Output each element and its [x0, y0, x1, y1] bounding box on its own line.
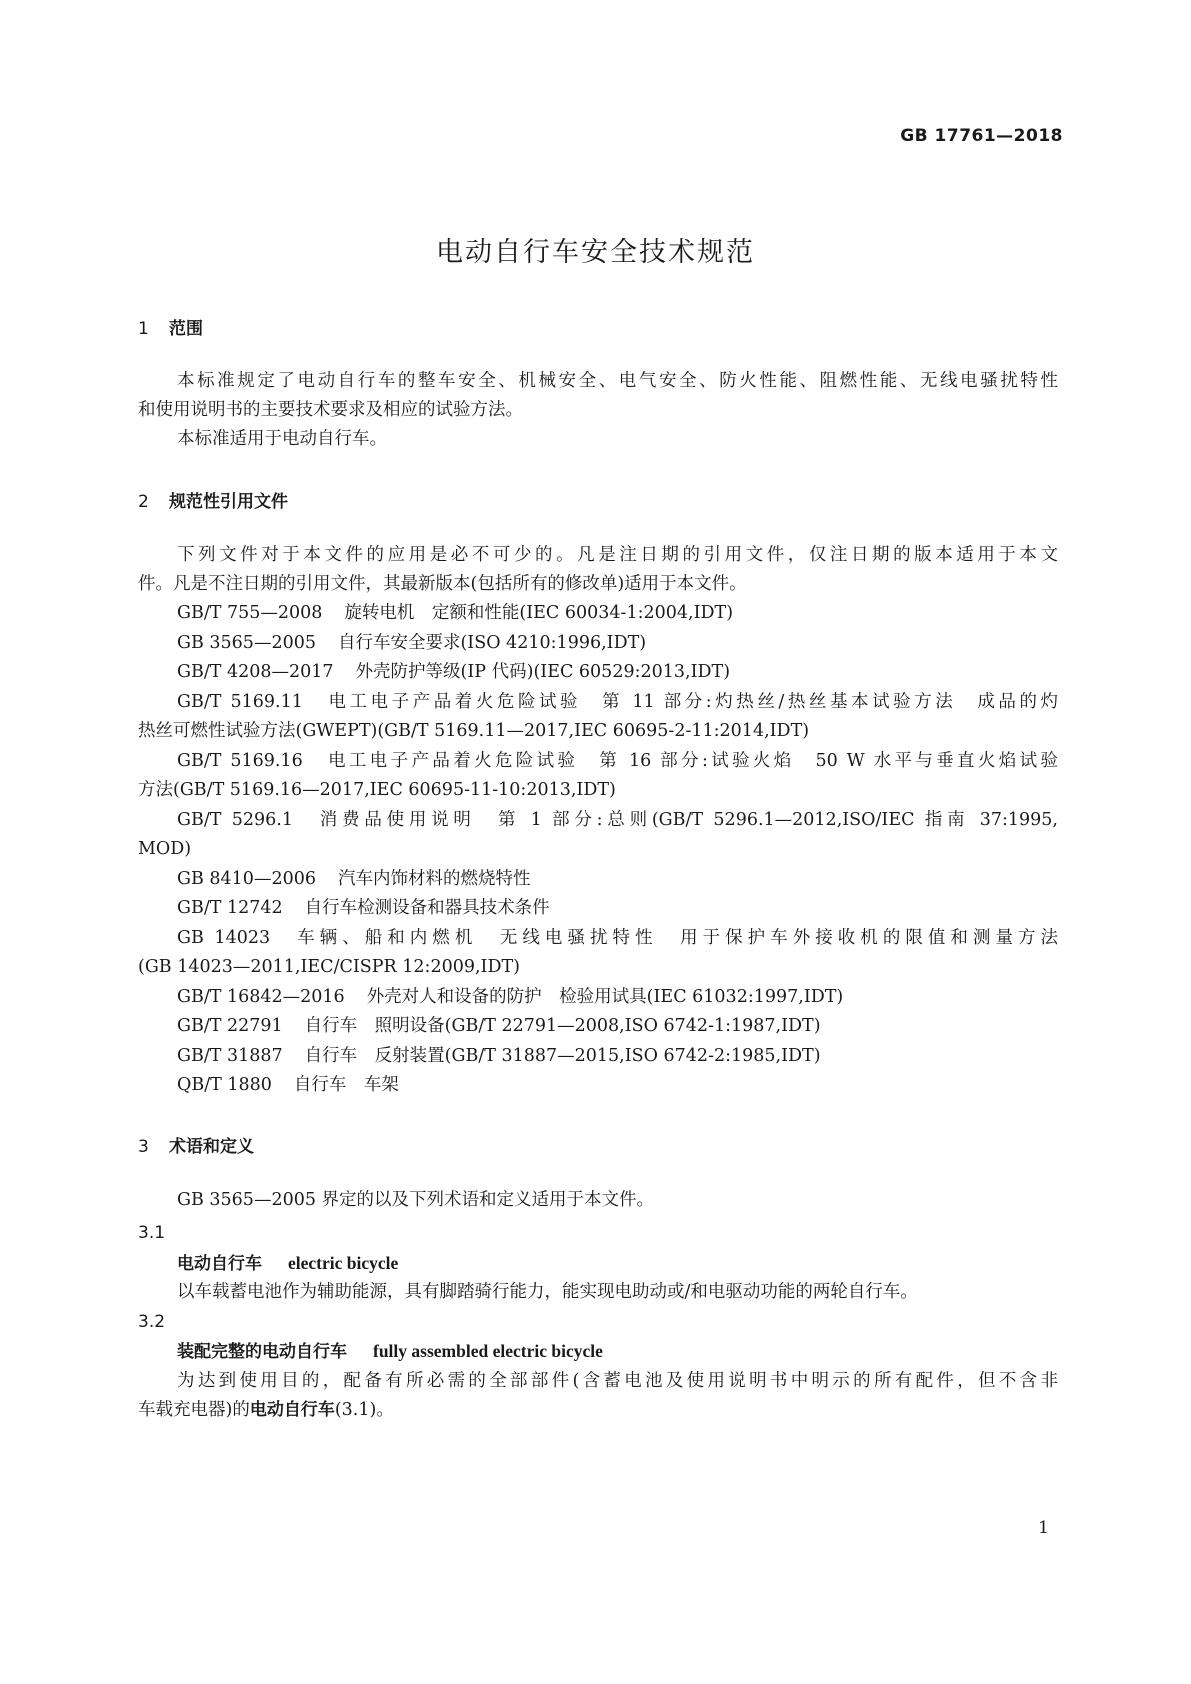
reference-title: 车辆、船和内燃机 无线电骚扰特性 用于保护车外接收机的限值和测量方法 — [292, 928, 1059, 948]
section-title: 术语和定义 — [169, 1137, 254, 1157]
terms-intro: GB 3565—2005 界定的以及下列术语和定义适用于本文件。 — [177, 1190, 655, 1210]
reference-code: GB/T 16842—2016 — [177, 987, 345, 1007]
reference-code: GB 3565—2005 — [177, 633, 316, 653]
term-chinese: 装配完整的电动自行车 — [177, 1342, 347, 1362]
reference-item — [177, 692, 1058, 713]
term-heading — [177, 1253, 1058, 1275]
reference-code: GB/T 12742 — [177, 898, 283, 918]
term-number: 3.1 — [138, 1223, 166, 1243]
reference-code: GB/T 4208—2017 — [177, 662, 334, 682]
reference-title: 汽车内饰材料的燃烧特性 — [337, 869, 531, 889]
section-number: 1 — [138, 319, 149, 339]
definition-text: 车载充电器)的 — [138, 1400, 250, 1420]
reference-item — [177, 810, 1058, 831]
reference-title: 电工电子产品着火危险试验 第 11 部分:灼热丝/热丝基本试验方法 成品的灼 — [324, 692, 1059, 712]
reference-title: 自行车 车架 — [293, 1075, 399, 1095]
section-heading-3 — [138, 1132, 254, 1157]
reference-code: GB/T 31887 — [177, 1046, 283, 1066]
reference-code: GB/T 5169.11 — [177, 692, 303, 712]
reference-item — [177, 898, 1058, 919]
section-heading-2 — [138, 487, 288, 512]
reference-item — [177, 662, 1058, 683]
reference-item — [177, 869, 1058, 890]
term-definition-line: 为达到使用目的，配备有所必需的全部部件(含蓄电池及使用说明书中明示的所有配件，但不含非 — [177, 1371, 1058, 1391]
reference-title: 自行车 反射装置(GB/T 31887—2015,ISO 6742-2:1985,IDT) — [304, 1046, 821, 1066]
term-reference: 电动自行车 — [249, 1400, 335, 1420]
section-number: 3 — [138, 1137, 149, 1157]
reference-item — [177, 928, 1058, 949]
standard-code: GB 17761—2018 — [900, 126, 1063, 146]
section-title: 规范性引用文件 — [169, 492, 288, 512]
term-english: electric bicycle — [288, 1253, 399, 1273]
reference-code: QB/T 1880 — [177, 1075, 272, 1095]
reference-item-continued: 热丝可燃性试验方法(GWEPT)(GB/T 5169.11—2017,IEC 60695-2-11:2014,IDT) — [138, 721, 810, 741]
reference-code: GB 8410—2006 — [177, 869, 316, 889]
scope-paragraph: 本标准适用于电动自行车。 — [177, 429, 387, 449]
reference-item-continued: MOD) — [138, 839, 192, 859]
document-title: 电动自行车安全技术规范 — [436, 237, 755, 268]
term-definition: 以车载蓄电池作为辅助能源，具有脚踏骑行能力，能实现电助动或/和电驱动功能的两轮自行车。 — [177, 1282, 918, 1302]
section-number: 2 — [138, 492, 149, 512]
reference-code: GB/T 5169.16 — [177, 751, 303, 771]
reference-code: GB/T 755—2008 — [177, 603, 323, 623]
reference-item — [177, 603, 1058, 624]
term-chinese: 电动自行车 — [177, 1254, 262, 1274]
term-english: fully assembled electric bicycle — [373, 1341, 603, 1361]
term-number: 3.2 — [138, 1312, 166, 1332]
reference-title: 外壳对人和设备的防护 检验用试具(IEC 61032:1997,IDT) — [366, 987, 844, 1007]
term-heading — [177, 1341, 1058, 1363]
reference-title: 旋转电机 定额和性能(IEC 60034-1:2004,IDT) — [344, 603, 734, 623]
references-intro-line: 下列文件对于本文件的应用是必不可少的。凡是注日期的引用文件，仅注日期的版本适用于本文 — [177, 545, 1058, 565]
reference-item-continued: 方法(GB/T 5169.16—2017,IEC 60695-11-10:2013,IDT) — [138, 780, 616, 800]
reference-title: 自行车安全要求(ISO 4210:1996,IDT) — [337, 633, 647, 653]
reference-title: 自行车 照明设备(GB/T 22791—2008,ISO 6742-1:1987,IDT) — [304, 1016, 821, 1036]
definition-text: (3.1)。 — [334, 1400, 394, 1420]
reference-item — [177, 633, 1058, 654]
reference-title: 自行车检测设备和器具技术条件 — [304, 898, 550, 918]
scope-paragraph-line: 本标准规定了电动自行车的整车安全、机械安全、电气安全、防火性能、阻燃性能、无线电骚扰特性 — [177, 371, 1058, 391]
reference-title: 电工电子产品着火危险试验 第 16 部分:试验火焰 50 W 水平与垂直火焰试验 — [324, 751, 1058, 771]
references-intro-line: 件。凡是不注日期的引用文件，其最新版本(包括所有的修改单)适用于本文件。 — [138, 574, 747, 594]
reference-item — [177, 751, 1058, 772]
page-number: 1 — [1038, 1518, 1049, 1538]
term-definition-line — [138, 1400, 1058, 1421]
reference-code: GB/T 22791 — [177, 1016, 283, 1036]
reference-item — [177, 1046, 1058, 1067]
reference-item — [177, 1016, 1058, 1037]
reference-item-continued: (GB 14023—2011,IEC/CISPR 12:2009,IDT) — [138, 957, 520, 977]
section-title: 范围 — [169, 319, 203, 339]
reference-code: GB 14023 — [177, 928, 271, 948]
reference-item — [177, 1075, 1058, 1096]
reference-code: GB/T 5296.1 — [177, 810, 293, 830]
reference-item — [177, 987, 1058, 1008]
reference-title: 消费品使用说明 第 1 部分:总则(GB/T 5296.1—2012,ISO/IEC 指南 37:1995, — [314, 810, 1058, 830]
section-heading-1 — [138, 314, 203, 339]
scope-paragraph-line: 和使用说明书的主要技术要求及相应的试验方法。 — [138, 400, 523, 420]
reference-title: 外壳防护等级(IP 代码)(IEC 60529:2013,IDT) — [355, 662, 731, 682]
